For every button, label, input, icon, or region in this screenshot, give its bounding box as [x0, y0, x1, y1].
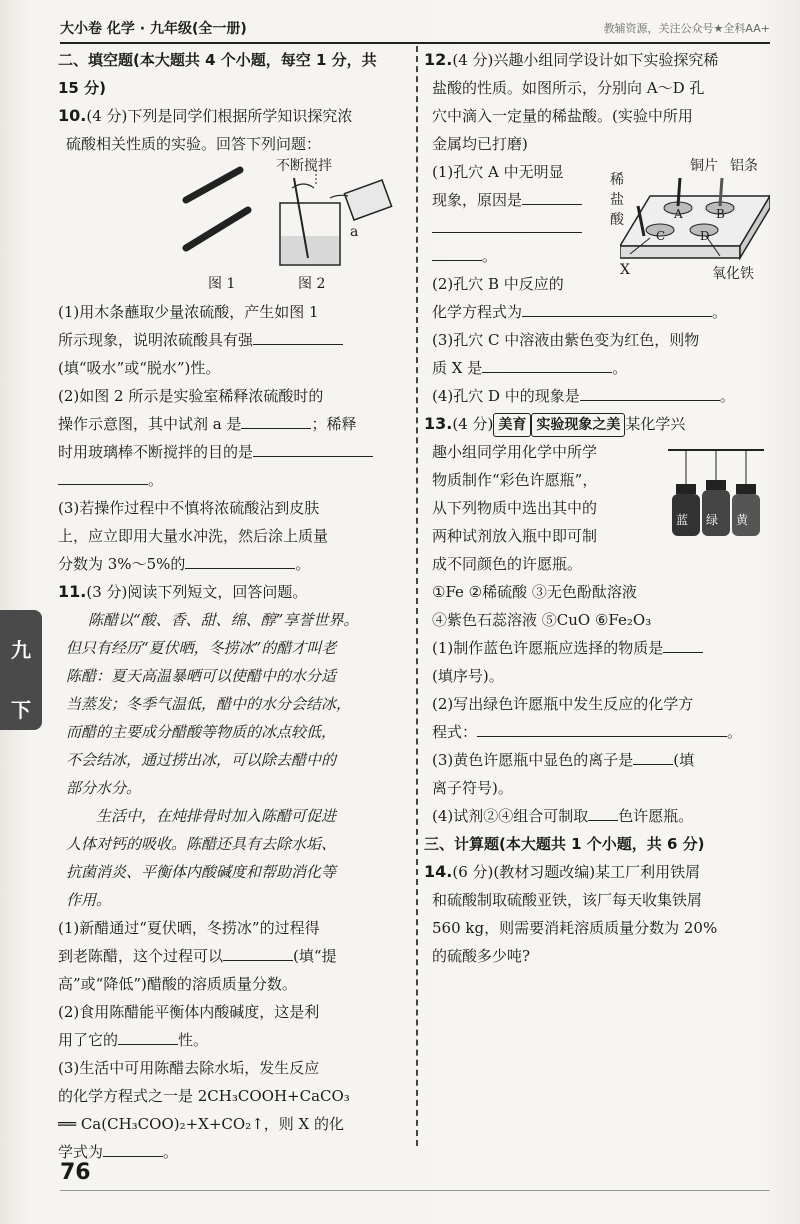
reagent-x-label: X: [620, 262, 630, 278]
q13-text-5: 两种试剂放入瓶中即可制: [432, 527, 598, 545]
q10-text-2: 硫酸相关性质的实验。回答下列问题：: [66, 135, 322, 153]
acid-label-1: 稀: [610, 172, 624, 188]
q10-part1-line2: [58, 326, 408, 354]
experiment-beauty-badge: 实验现象之美: [531, 413, 625, 437]
section-2-title: 二、填空题(本大题共 4 个小题，每空 1 分，共: [58, 51, 377, 69]
reagent-a-label: a: [350, 224, 359, 240]
answer-blank[interactable]: [185, 551, 295, 569]
hole-a-label: A: [674, 207, 683, 221]
q12-part3-line1: (3)孔穴 C 中溶液由紫色变为红色，则物: [432, 331, 700, 349]
q12-block: [424, 158, 768, 282]
q10-part1-text: 所示现象，说明浓硫酸具有强: [58, 331, 254, 349]
q13-part3-text-b: (填: [673, 751, 695, 769]
answer-blank[interactable]: [253, 327, 343, 345]
q13-text-1: 某化学兴: [625, 415, 686, 433]
passage-line: 但只有经历“夏伏晒，冬捞冰”的醋才叫老: [66, 639, 337, 657]
fig1-caption: 图 1: [208, 276, 236, 292]
passage-line: 陈醋：夏天高温暴晒可以使醋中的水分适: [66, 667, 337, 685]
iron-oxide-label: 氧化铁: [712, 266, 754, 282]
wooden-stick-figure: [186, 170, 248, 248]
q14-text-3: 560 kg，则需要消耗溶质质量分数为 20%: [432, 919, 718, 937]
answer-blank[interactable]: [482, 355, 612, 373]
acid-label-2: 盐: [610, 192, 624, 208]
q13-text-6: 成不同颜色的许愿瓶。: [432, 555, 583, 573]
page-header: [60, 16, 770, 44]
q10-part2-line1: (2)如图 2 所示是实验室稀释浓硫酸时的: [58, 387, 324, 405]
q12-text-3: 穴中滴入一定量的稀盐酸。(实验中所用: [432, 107, 693, 125]
q14-stem: [424, 858, 768, 886]
q12-stem: [424, 46, 768, 74]
q10-part1-line3: (填“吸水”或“脱水”)性。: [58, 359, 221, 377]
q13-text-4: 从下列物质中选出其中的: [432, 499, 598, 517]
q11-part2-line2: [58, 1026, 408, 1054]
bottle-label-yellow: 黄: [736, 513, 749, 527]
period: 。: [163, 1143, 179, 1161]
answer-blank[interactable]: [58, 467, 148, 485]
answer-blank[interactable]: [588, 803, 618, 821]
q10-part2-text-c: 时用玻璃棒不断搅拌的目的是: [58, 443, 254, 461]
passage-line: 陈醋以“酸、香、甜、绵、醇”享誉世界。: [88, 611, 359, 629]
q13-part3-text-a: (3)黄色许愿瓶中显色的离子是: [432, 751, 634, 769]
q13-part4-text-a: (4)试剂②④组合可制取: [432, 807, 589, 825]
answer-blank[interactable]: [477, 719, 727, 737]
section-3-title: 三、计算题(本大题共 1 个小题，共 6 分): [424, 835, 705, 853]
q13-text-3: 物质制作“彩色许愿瓶”，: [432, 471, 598, 489]
q12-part3-text: 质 X 是: [432, 359, 483, 377]
q10-part2-line2: [58, 410, 408, 438]
header-note: 教辅资源，关注公众号★全科AA+: [603, 22, 770, 35]
reading-passage: [58, 606, 408, 914]
q13-points: (4 分): [452, 415, 494, 433]
q14-text-2: 和硫酸制取硫酸亚铁，该厂每天收集铁屑: [432, 891, 703, 909]
hole-b-label: B: [716, 207, 725, 221]
q13-stem: [424, 410, 768, 438]
period: 。: [719, 387, 735, 405]
q13-part2-line2: [424, 718, 768, 746]
period: 。: [612, 359, 628, 377]
q11-part3-line4: [58, 1138, 408, 1166]
q10-part2-text-a: 操作示意图，其中试剂 a 是: [58, 415, 242, 433]
q13-block: [424, 410, 768, 550]
q12-part1-text: 现象，原因是: [432, 191, 523, 209]
q12-part2-line1: (2)孔穴 B 中反应的: [432, 275, 564, 293]
q13-part1-text: (1)制作蓝色许愿瓶应选择的物质是: [432, 639, 664, 657]
wish-bottles-figure: [664, 444, 768, 554]
answer-blank[interactable]: [241, 411, 311, 429]
aluminum-label: 铝条: [730, 158, 758, 174]
fig2-caption: 图 2: [298, 276, 326, 292]
q10-part2-text-b: ；稀释: [311, 415, 357, 433]
q13-part3-line2: 离子符号)。: [432, 779, 513, 797]
q11-part1-text-b: (填“提: [293, 947, 337, 965]
answer-blank[interactable]: [663, 635, 703, 653]
passage-line: 部分水分。: [66, 779, 142, 797]
q12-part1-line1: (1)孔穴 A 中无明显: [432, 163, 564, 181]
answer-blank[interactable]: [522, 299, 712, 317]
answer-blank[interactable]: [103, 1139, 163, 1157]
q13-part3-line1: [424, 746, 768, 774]
q12-number: 12.: [424, 50, 453, 69]
q13-number: 13.: [424, 414, 453, 433]
q11-stem: [58, 578, 408, 606]
q11-part3-text: 学式为: [58, 1143, 104, 1161]
left-column: [58, 46, 408, 1166]
stir-label: 不断搅拌: [276, 158, 332, 174]
answer-blank[interactable]: [223, 943, 293, 961]
q12-text-1: (4 分)兴趣小组同学设计如下实验探究稀: [452, 51, 719, 69]
answer-blank[interactable]: [580, 383, 720, 401]
q13-substances-2: ④紫色石蕊溶液 ⑤CuO ⑥Fe₂O₃: [432, 611, 652, 629]
q13-text-2: 趣小组同学用化学中所学: [432, 443, 598, 461]
hole-c-label: C: [656, 229, 666, 243]
right-column: [424, 46, 768, 970]
q10-part3-line3: [58, 550, 408, 578]
side-tab-char-2: 下: [11, 698, 31, 722]
bottle-label-blue: 蓝: [676, 513, 689, 527]
q13-substances-1: ①Fe ②稀硫酸 ③无色酚酞溶液: [432, 583, 637, 601]
period: 。: [148, 471, 164, 489]
grade-side-tab: [0, 610, 42, 730]
answer-blank[interactable]: [253, 439, 373, 457]
q12-text-2: 盐酸的性质。如图所示，分别向 A～D 孔: [432, 79, 705, 97]
hole-d-label: D: [700, 229, 710, 243]
q11-part1-line2: [58, 942, 408, 970]
answer-blank[interactable]: [432, 243, 482, 261]
q12-part4-text: (4)孔穴 D 中的现象是: [432, 387, 580, 405]
aesthetic-badge: 美育: [493, 413, 531, 437]
q10-stem: [58, 102, 408, 130]
q10-part1-line1: (1)用木条蘸取少量浓硫酸，产生如图 1: [58, 303, 319, 321]
copper-label: 铜片: [690, 158, 718, 174]
q10-part3-line2: 上，应立即用大量水冲洗，然后涂上质量: [58, 527, 329, 545]
q12-part4-line1: [424, 382, 768, 410]
q10-part2-line3: [58, 438, 408, 466]
q13-part1-line2: (填序号)。: [432, 667, 504, 685]
q13-part1-line1: [424, 634, 768, 662]
column-divider: [416, 46, 418, 1146]
dilution-figure: [280, 168, 392, 265]
q12-part2-line2: [424, 298, 768, 326]
passage-line: 而醋的主要成分醋酸等物质的冰点较低，: [66, 723, 337, 741]
q11-text: (3 分)阅读下列短文，回答问题。: [86, 583, 308, 601]
q13-part4-text-b: 色许愿瓶。: [618, 807, 694, 825]
q10-part3-text: 分数为 3%～5%的: [58, 555, 186, 573]
q11-part2-line1: (2)食用陈醋能平衡体内酸碱度，这是利: [58, 1003, 320, 1021]
bottom-rule: [60, 1190, 770, 1191]
q11-part3-line2: 的化学方程式之一是 2CH₃COOH+CaCO₃: [58, 1087, 350, 1105]
bottle-label-green: 绿: [706, 513, 719, 527]
q10-figures: [58, 158, 408, 298]
q10-part3-line1: (3)若操作过程中不慎将浓硫酸沾到皮肤: [58, 499, 320, 517]
q10-text-1: (4 分)下列是同学们根据所学知识探究浓: [86, 107, 353, 125]
page-number: 76: [60, 1160, 91, 1185]
q12-part2-text: 化学方程式为: [432, 303, 523, 321]
answer-blank[interactable]: [633, 747, 673, 765]
answer-blank[interactable]: [432, 215, 582, 233]
period: 。: [482, 247, 498, 265]
q13-part2-text: 程式：: [432, 723, 478, 741]
passage-line: 作用。: [66, 891, 112, 909]
answer-blank[interactable]: [522, 187, 582, 205]
q12-part3-line2: [424, 354, 768, 382]
q10-part2-line4: [58, 466, 408, 494]
q11-number: 11.: [58, 582, 87, 601]
q11-part2-text-a: 用了它的: [58, 1031, 119, 1049]
q14-text-4: 的硫酸多少吨?: [432, 947, 531, 965]
passage-line: 人体对钙的吸收。陈醋还具有去除水垢、: [66, 835, 337, 853]
q11-part3-line1: (3)生活中可用陈醋去除水垢，发生反应: [58, 1059, 320, 1077]
q11-part2-text-b: 性。: [178, 1031, 209, 1049]
q14-text-1: (6 分)(教材习题改编)某工厂利用铁屑: [452, 863, 701, 881]
passage-line: 生活中，在炖排骨时加入陈醋可促进: [96, 807, 337, 825]
period: 。: [712, 303, 728, 321]
q12-text-4: 金属均已打磨): [432, 135, 528, 153]
q10-number: 10.: [58, 106, 87, 125]
q13-part2-line1: (2)写出绿色许愿瓶中发生反应的化学方: [432, 695, 694, 713]
q13-part4-line1: [424, 802, 768, 830]
side-tab-char-1: 九: [11, 638, 31, 662]
section-2-title-cont: 15 分): [58, 79, 106, 97]
acid-label-3: 酸: [610, 212, 624, 228]
answer-blank[interactable]: [118, 1027, 178, 1045]
passage-line: 当蒸发；冬季气温低，醋中的水分会结冰，: [66, 695, 352, 713]
q14-number: 14.: [424, 862, 453, 881]
q11-part1-line1: (1)新醋通过“夏伏晒，冬捞冰”的过程得: [58, 919, 320, 937]
passage-line: 不会结冰，通过捞出冰，可以除去醋中的: [66, 751, 337, 769]
period: 。: [727, 723, 743, 741]
q11-part1-line3: 高”或“降低”)醋酸的溶质质量分数。: [58, 975, 297, 993]
q11-part3-line3: ══ Ca(CH₃COO)₂+X+CO₂↑，则 X 的化: [58, 1115, 344, 1133]
book-title: 大小卷 化学 · 九年级(全一册): [60, 21, 247, 37]
passage-line: 抗菌消炎、平衡体内酸碱度和帮助消化等: [66, 863, 337, 881]
period: 。: [295, 555, 311, 573]
q11-part1-text-a: 到老陈醋，这个过程可以: [58, 947, 224, 965]
